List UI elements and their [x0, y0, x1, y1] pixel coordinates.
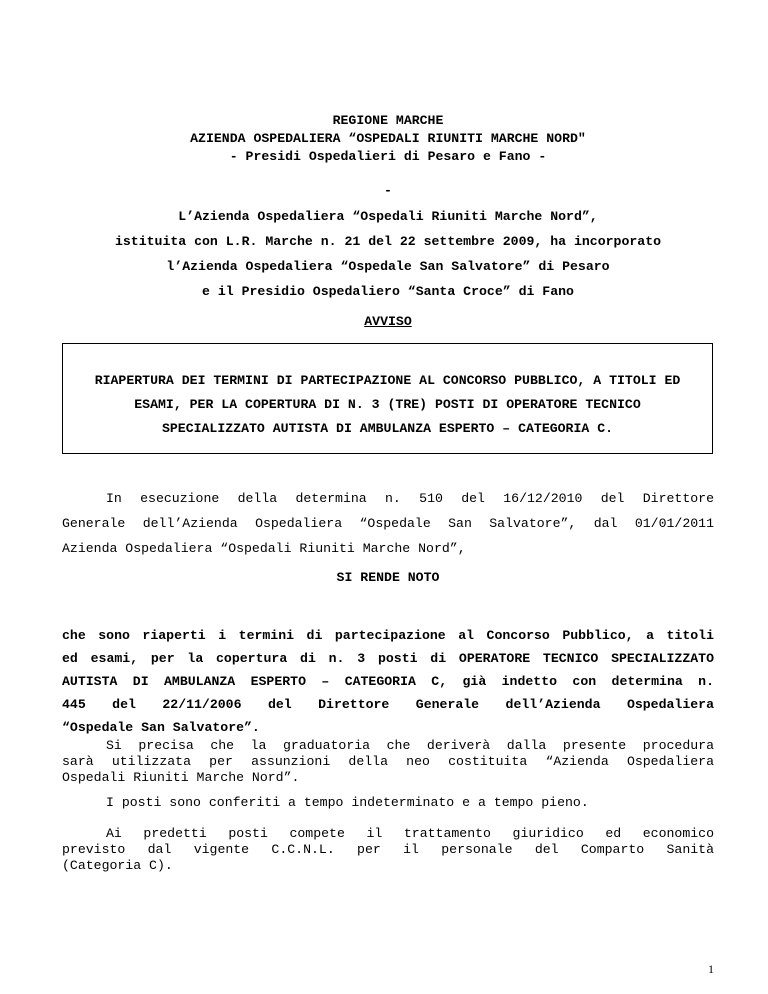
paragraph-line: previsto dal vigente C.C.N.L. per il personale del Comparto Sanità — [62, 842, 714, 857]
paragraph-line: Ai predetti posti compete il trattamento giuridico ed economico — [106, 826, 714, 841]
paragraph-line: Generale dell’Azienda Ospedaliera “Ospedale San Salvatore”, dal 01/01/2011 — [62, 516, 714, 531]
paragraph-line: 445 del 22/11/2006 del Direttore Generale dell’Azienda Ospedaliera — [62, 697, 714, 712]
paragraph-esecuzione — [62, 486, 714, 561]
intro-line: e il Presidio Ospedaliero “Santa Croce” di Fano — [202, 284, 574, 299]
paragraph-posti: I posti sono conferiti a tempo indeterminato e a tempo pieno. — [106, 795, 589, 810]
avviso-box-text — [63, 369, 712, 441]
paragraph-line: “Ospedale San Salvatore”. — [62, 720, 260, 735]
box-line: SPECIALIZZATO AUTISTA DI AMBULANZA ESPERTO – CATEGORIA C. — [161, 421, 614, 436]
paragraph-line: Ospedali Riuniti Marche Nord”. — [62, 770, 300, 785]
paragraph-trattamento — [62, 826, 714, 874]
separator-dash: - — [384, 183, 392, 198]
intro-block — [62, 204, 714, 304]
paragraph-line: (Categoria C). — [62, 858, 173, 873]
avviso-title: AVVISO — [364, 314, 412, 329]
avviso-box — [62, 343, 713, 454]
paragraph-line: che sono riaperti i termini di partecipazione al Concorso Pubblico, a titoli — [62, 628, 714, 643]
si-rende-noto: SI RENDE NOTO — [336, 570, 440, 585]
paragraph-line: Si precisa che la graduatoria che deriverà dalla presente procedura — [106, 738, 714, 753]
paragraph-graduatoria — [62, 738, 714, 786]
intro-line: L’Azienda Ospedaliera “Ospedali Riuniti Marche Nord”, — [178, 209, 598, 224]
box-line: ESAMI, PER LA COPERTURA DI N. 3 (TRE) POSTI DI OPERATORE TECNICO — [134, 397, 641, 412]
paragraph-line: AUTISTA DI AMBULANZA ESPERTO – CATEGORIA C, già indetto con determina n. — [62, 674, 714, 689]
paragraph-line: In esecuzione della determina n. 510 del 16/12/2010 del Direttore — [106, 491, 714, 506]
page-number: 1 — [708, 962, 714, 976]
box-line: RIAPERTURA DEI TERMINI DI PARTECIPAZIONE AL CONCORSO PUBBLICO, A TITOLI ED — [94, 373, 681, 388]
header-presidi: - Presidi Ospedalieri di Pesaro e Fano - — [229, 149, 547, 164]
header-region: REGIONE MARCHE — [332, 113, 444, 128]
header-azienda: AZIENDA OSPEDALIERA “OSPEDALI RIUNITI MARCHE NORD" — [190, 131, 586, 146]
intro-line: istituita con L.R. Marche n. 21 del 22 settembre 2009, ha incorporato — [114, 234, 662, 249]
intro-line: l’Azienda Ospedaliera “Ospedale San Salvatore” di Pesaro — [166, 259, 610, 274]
document-header — [62, 112, 714, 166]
paragraph-riapertura — [62, 624, 714, 739]
paragraph-line: Azienda Ospedaliera “Ospedali Riuniti Marche Nord”, — [62, 541, 466, 556]
paragraph-line: sarà utilizzata per assunzioni della neo costituita “Azienda Ospedaliera — [62, 754, 714, 769]
paragraph-line: ed esami, per la copertura di n. 3 posti di OPERATORE TECNICO SPECIALIZZATO — [62, 651, 714, 666]
